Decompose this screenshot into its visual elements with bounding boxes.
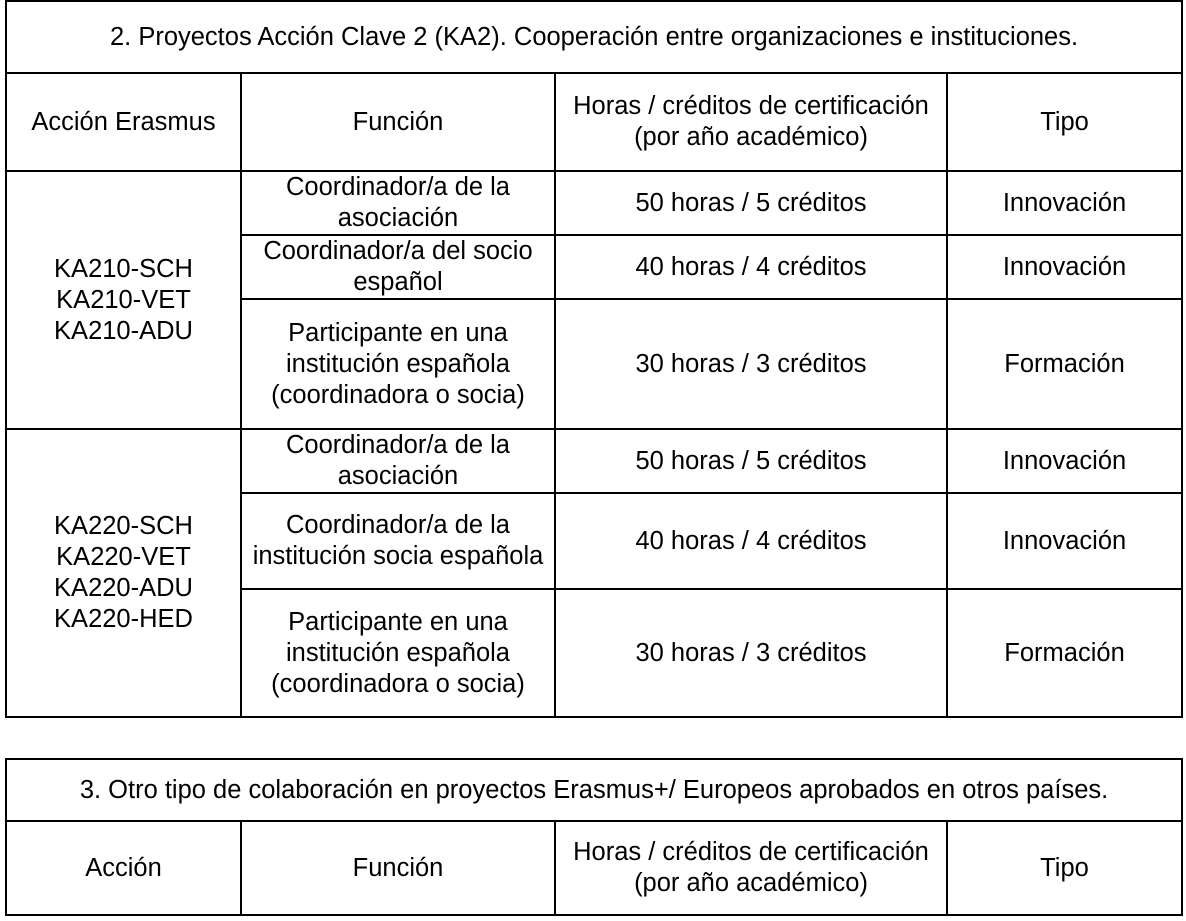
action-codes-ka210 (6, 171, 241, 429)
header-tipo: Tipo (947, 73, 1182, 171)
cell-funcion: Participante en una institución española (coordinadora o socia) (241, 299, 555, 429)
header-accion: Acción Erasmus (6, 73, 241, 171)
cell-funcion: Participante en una institución española (coordinadora o socia) (241, 589, 555, 717)
other-collaboration-table (5, 758, 1183, 916)
cell-funcion: Coordinador/a de la institución socia española (241, 493, 555, 589)
action-code: KA220-SCH (54, 512, 193, 540)
cell-horas: 30 horas / 3 créditos (555, 589, 947, 717)
header-horas: Horas / créditos de certificación (por año académico) (555, 821, 947, 915)
header-horas: Horas / créditos de certificación (por año académico) (555, 73, 947, 171)
cell-horas: 40 horas / 4 créditos (555, 493, 947, 589)
action-code: KA210-VET (56, 285, 191, 314)
action-code: KA220-HED (54, 605, 193, 633)
cell-funcion: Coordinador/a de la asociación (241, 171, 555, 235)
cell-horas: 40 horas / 4 créditos (555, 235, 947, 299)
header-accion: Acción (6, 821, 241, 915)
action-code: KA210-SCH (54, 254, 193, 283)
cell-horas: 30 horas / 3 créditos (555, 299, 947, 429)
cell-horas: 50 horas / 5 créditos (555, 171, 947, 235)
cell-tipo: Innovación (947, 235, 1182, 299)
header-tipo: Tipo (947, 821, 1182, 915)
ka2-table (5, 0, 1183, 718)
action-code: KA220-ADU (54, 574, 193, 602)
cell-tipo: Innovación (947, 493, 1182, 589)
cell-tipo: Innovación (947, 429, 1182, 493)
action-codes-ka220 (6, 429, 241, 717)
action-code: KA220-VET (56, 543, 191, 571)
cell-horas: 50 horas / 5 créditos (555, 429, 947, 493)
cell-tipo: Formación (947, 589, 1182, 717)
action-code: KA210-ADU (54, 316, 193, 345)
cell-funcion: Coordinador/a de la asociación (241, 429, 555, 493)
table-row (6, 171, 1182, 235)
cell-funcion: Coordinador/a del socio español (241, 235, 555, 299)
cell-tipo: Formación (947, 299, 1182, 429)
table-row (6, 429, 1182, 493)
section-title: 2. Proyectos Acción Clave 2 (KA2). Cooperación entre organizaciones e instituciones. (6, 1, 1182, 73)
cell-tipo: Innovación (947, 171, 1182, 235)
section-title: 3. Otro tipo de colaboración en proyectos Erasmus+/ Europeos aprobados en otros países. (6, 759, 1182, 821)
header-funcion: Función (241, 73, 555, 171)
header-funcion: Función (241, 821, 555, 915)
